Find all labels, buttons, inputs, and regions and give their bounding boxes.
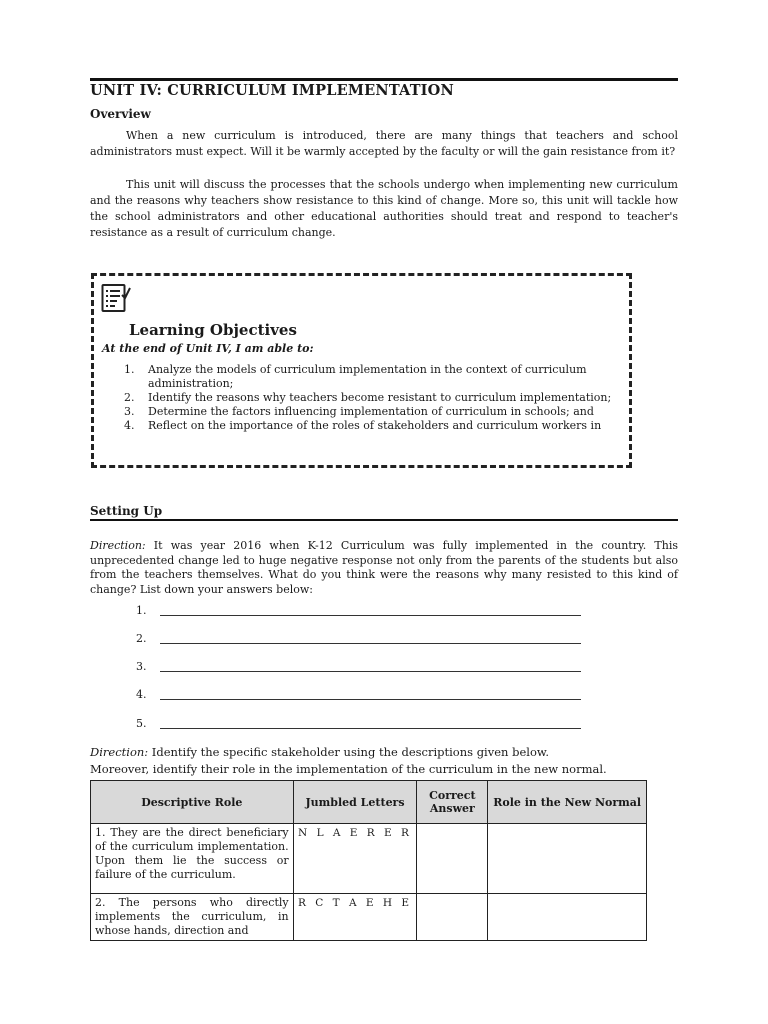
column-header: Jumbled Letters [293,781,417,824]
column-header: Correct Answer [417,781,488,824]
objective-item [124,419,614,433]
checklist-icon [100,282,132,314]
direction-2-text: Identify the specific stakeholder using the descriptions given below. [148,745,549,759]
answer-line[interactable] [136,688,581,702]
objective-number: 4. [124,419,135,432]
answer-number: 2. [136,632,147,645]
jumbled-letters-cell: N L A E R E R [293,824,417,894]
objective-text: Determine the factors influencing implementation of curriculum in schools; and [148,405,594,418]
answer-blank[interactable] [160,728,581,729]
learning-objectives-title: Learning Objectives [129,321,297,339]
answer-number: 5. [136,717,147,730]
answer-number: 3. [136,660,147,673]
overview-paragraph-1: When a new curriculum is introduced, there are many things that teachers and school administrators must expect. Will it be warmly accepted by the faculty or will the gain resistance from it? [90,129,678,158]
objective-text: Reflect on the importance of the roles of stakeholders and curriculum workers in [148,419,602,432]
direction-label: Direction: [90,745,149,759]
correct-answer-cell[interactable] [417,824,488,894]
objective-number: 1. [124,363,135,376]
answer-blank[interactable] [160,643,581,644]
objective-item [124,363,614,391]
table-row [91,824,647,894]
learning-objectives-list [124,363,614,433]
answer-number: 4. [136,688,147,701]
answer-blank[interactable] [160,671,581,672]
objective-text: Analyze the models of curriculum implementation in the context of curriculum administration; [148,363,587,390]
objective-number: 3. [124,405,135,418]
column-header: Role in the New Normal [488,781,647,824]
table-row [91,894,647,941]
direction-2 [90,744,607,778]
correct-answer-cell[interactable] [417,894,488,941]
objective-text: Identify the reasons why teachers become resistant to curriculum implementation; [148,391,612,404]
role-new-normal-cell[interactable] [488,824,647,894]
answer-line[interactable] [136,660,581,674]
table-header-row [91,781,647,824]
learning-objectives-intro: At the end of Unit IV, I am able to: [102,342,314,355]
objective-item [124,405,614,419]
direction-1-text: It was year 2016 when K-12 Curriculum was fully implemented in the country. This unprecedented change led to huge negative response not only from the parents of the students but also from the teachers themselves. What do you think were the reasons why many resisted to this kind of change? List down your answers below: [90,539,678,596]
answer-number: 1. [136,604,147,617]
objective-item [124,391,614,405]
descriptive-role-cell: 1. They are the direct beneficiary of the curriculum implementation. Upon them lie the success or failure of the curriculum. [91,824,294,894]
answer-blank[interactable] [160,615,581,616]
direction-label: Direction: [90,539,146,552]
answer-line[interactable] [136,717,581,731]
setting-up-heading: Setting Up [90,504,163,518]
top-rule [90,78,678,81]
stakeholder-table [90,780,647,941]
objective-number: 2. [124,391,135,404]
unit-title: UNIT IV: CURRICULUM IMPLEMENTATION [90,82,454,99]
setting-up-rule [90,519,678,521]
answer-blank[interactable] [160,699,581,700]
answer-line[interactable] [136,632,581,646]
direction-2-line2: Moreover, identify their role in the implementation of the curriculum in the new normal. [90,762,607,776]
descriptive-role-cell: 2. The persons who directly implements the curriculum, in whose hands, direction and [91,894,294,941]
overview-paragraph-2: This unit will discuss the processes that the schools undergo when implementing new curriculum and the reasons why teachers show resistance to this kind of change. More so, this unit will tackle how the school administrators and other educational authorities should treat and respond to teacher's resistance as a result of curriculum change. [90,178,678,239]
answer-line[interactable] [136,604,581,618]
role-new-normal-cell[interactable] [488,894,647,941]
jumbled-letters-cell: R C T A E H E [293,894,417,941]
direction-1 [90,539,678,597]
overview-heading: Overview [90,107,151,121]
column-header: Descriptive Role [91,781,294,824]
